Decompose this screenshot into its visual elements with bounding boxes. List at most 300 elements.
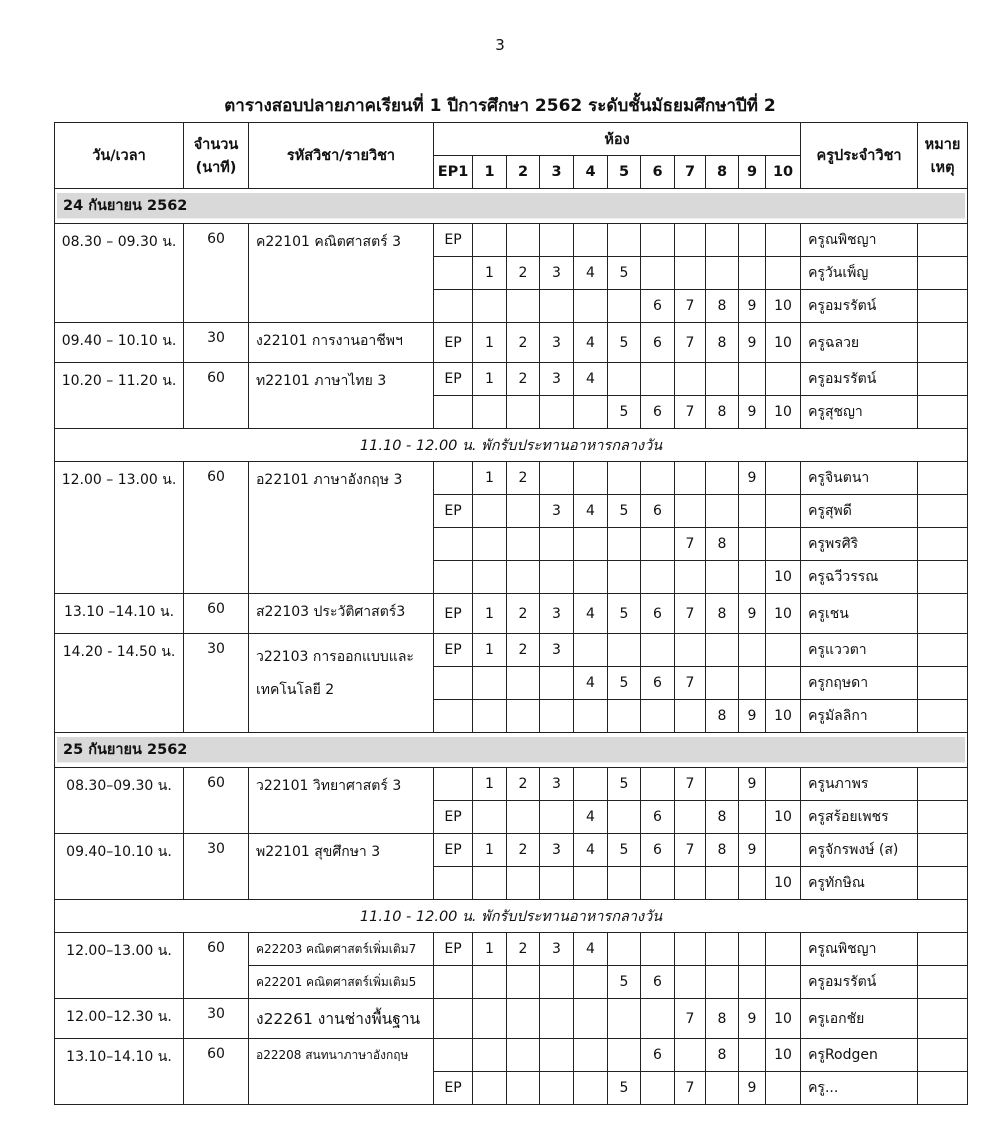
header-duration-line2: (นาที) (195, 159, 237, 176)
subject-cell: ส22103 ประวัติศาสตร์3 (249, 594, 434, 634)
room-cell: 6 (641, 594, 675, 634)
subject-cell: ค22201 คณิตศาสตร์เพิ่มเติม5 (249, 966, 434, 999)
teacher-cell: ครูสุชญา (801, 396, 918, 429)
teacher-cell: ครูฉวีวรรณ (801, 561, 918, 594)
room-cell: 2 (507, 462, 540, 495)
subject-line2: เทคโนโลยี 2 (256, 682, 335, 698)
room-cell (608, 290, 641, 323)
room-cell (706, 634, 739, 667)
room-cell (641, 999, 675, 1039)
room-col-4: 4 (574, 156, 608, 189)
note-cell (918, 700, 968, 733)
room-cell (706, 257, 739, 290)
room-cell (473, 561, 507, 594)
room-cell (540, 561, 574, 594)
note-cell (918, 561, 968, 594)
table-row (55, 323, 968, 363)
date-cell (55, 189, 968, 224)
room-cell (507, 1072, 540, 1105)
room-cell (473, 1072, 507, 1105)
room-cell: 6 (641, 495, 675, 528)
room-cell: 6 (641, 667, 675, 700)
subject-cell: ท22101 ภาษาไทย 3 (249, 363, 434, 429)
note-cell (918, 462, 968, 495)
room-cell: 9 (739, 594, 766, 634)
header-rooms: ห้อง (434, 123, 801, 156)
room-cell (473, 867, 507, 900)
room-cell (766, 1072, 801, 1105)
room-cell (574, 768, 608, 801)
room-cell (434, 966, 473, 999)
room-cell: EP (434, 801, 473, 834)
room-cell: 10 (766, 801, 801, 834)
time-cell: 12.00 – 13.00 น. (55, 462, 184, 594)
room-cell: 9 (739, 290, 766, 323)
room-cell (641, 363, 675, 396)
room-cell: 8 (706, 290, 739, 323)
room-cell: 3 (540, 834, 574, 867)
page-number: 3 (495, 36, 505, 54)
room-cell: 5 (608, 966, 641, 999)
room-cell (706, 224, 739, 257)
subject-cell: ค22203 คณิตศาสตร์เพิ่มเติม7 (249, 933, 434, 966)
teacher-cell: ครูสุพดี (801, 495, 918, 528)
teacher-cell: ครูอมรรัตน์ (801, 966, 918, 999)
room-cell (675, 801, 706, 834)
room-cell: 7 (675, 667, 706, 700)
room-cell (434, 561, 473, 594)
room-cell (507, 396, 540, 429)
note-cell (918, 667, 968, 700)
room-cell (574, 561, 608, 594)
minutes-cell: 30 (184, 834, 249, 900)
room-cell (473, 700, 507, 733)
room-cell: 6 (641, 834, 675, 867)
room-cell: 7 (675, 594, 706, 634)
note-cell (918, 1072, 968, 1105)
teacher-cell: ครูแววตา (801, 634, 918, 667)
room-cell: EP (434, 834, 473, 867)
room-cell (641, 561, 675, 594)
note-cell (918, 257, 968, 290)
room-cell (507, 667, 540, 700)
room-col-2: 2 (507, 156, 540, 189)
room-cell (574, 867, 608, 900)
header-notes-line1: หมาย (924, 136, 961, 153)
room-cell: 1 (473, 594, 507, 634)
room-cell (608, 700, 641, 733)
note-cell (918, 594, 968, 634)
minutes-cell: 60 (184, 462, 249, 594)
room-cell: 9 (739, 768, 766, 801)
room-cell (766, 462, 801, 495)
room-cell (574, 634, 608, 667)
room-cell: 10 (766, 323, 801, 363)
room-cell: 8 (706, 1039, 739, 1072)
date-cell (55, 733, 968, 768)
room-cell: 2 (507, 768, 540, 801)
room-cell (540, 396, 574, 429)
room-cell: 2 (507, 834, 540, 867)
time-cell: 08.30–09.30 น. (55, 768, 184, 834)
room-cell (766, 933, 801, 966)
room-cell: 7 (675, 323, 706, 363)
room-cell (473, 999, 507, 1039)
room-cell: 4 (574, 667, 608, 700)
room-cell: 1 (473, 834, 507, 867)
room-cell: 3 (540, 323, 574, 363)
room-cell (507, 561, 540, 594)
header-day-time: วัน/เวลา (55, 123, 184, 189)
room-cell (473, 290, 507, 323)
room-cell (434, 768, 473, 801)
room-cell: 8 (706, 396, 739, 429)
room-cell: 10 (766, 1039, 801, 1072)
teacher-cell: ครูณพิชญา (801, 224, 918, 257)
room-cell (574, 700, 608, 733)
minutes-cell: 30 (184, 323, 249, 363)
room-cell (739, 801, 766, 834)
room-cell: 10 (766, 396, 801, 429)
room-cell: 3 (540, 768, 574, 801)
room-cell (706, 867, 739, 900)
room-cell: 6 (641, 966, 675, 999)
room-cell (608, 363, 641, 396)
room-cell (574, 396, 608, 429)
room-cell: 3 (540, 257, 574, 290)
date-row (55, 733, 968, 768)
room-cell: 1 (473, 933, 507, 966)
room-cell: 8 (706, 700, 739, 733)
room-cell (766, 834, 801, 867)
header-notes (918, 123, 968, 189)
teacher-cell: ครูอมรรัตน์ (801, 290, 918, 323)
table-header (55, 123, 968, 189)
room-cell (739, 257, 766, 290)
teacher-cell: ครูจักรพงษ์ (ส) (801, 834, 918, 867)
room-col-1: 1 (473, 156, 507, 189)
room-cell (608, 801, 641, 834)
teacher-cell: ครูทักษิณ (801, 867, 918, 900)
room-cell (641, 768, 675, 801)
room-cell (641, 528, 675, 561)
room-cell (608, 1039, 641, 1072)
room-cell: 10 (766, 290, 801, 323)
subject-cell: พ22101 สุขศึกษา 3 (249, 834, 434, 900)
lunch-break-row (55, 429, 968, 462)
room-cell (434, 257, 473, 290)
room-cell (675, 966, 706, 999)
teacher-cell: ครูมัลลิกา (801, 700, 918, 733)
room-cell: 3 (540, 933, 574, 966)
room-cell (507, 700, 540, 733)
teacher-cell: ครูเชน (801, 594, 918, 634)
room-cell (434, 528, 473, 561)
room-cell: 7 (675, 999, 706, 1039)
table-row (55, 634, 968, 667)
table-row (55, 933, 968, 966)
room-cell (473, 667, 507, 700)
room-cell (608, 462, 641, 495)
room-cell (675, 224, 706, 257)
note-cell (918, 290, 968, 323)
table-row (55, 363, 968, 396)
note-cell (918, 867, 968, 900)
room-cell: 9 (739, 834, 766, 867)
room-cell (507, 867, 540, 900)
room-cell (507, 290, 540, 323)
room-cell (766, 224, 801, 257)
room-cell: 5 (608, 396, 641, 429)
room-cell (641, 634, 675, 667)
room-cell: 6 (641, 1039, 675, 1072)
note-cell (918, 966, 968, 999)
header-teacher: ครูประจำวิชา (801, 123, 918, 189)
room-cell: 7 (675, 528, 706, 561)
room-cell (706, 966, 739, 999)
room-cell: EP (434, 634, 473, 667)
room-cell (434, 396, 473, 429)
room-cell: 4 (574, 363, 608, 396)
time-cell: 09.40 – 10.10 น. (55, 323, 184, 363)
room-cell: EP (434, 1072, 473, 1105)
note-cell (918, 768, 968, 801)
room-cell: 10 (766, 561, 801, 594)
table-row (55, 594, 968, 634)
teacher-cell: ครูกฤษดา (801, 667, 918, 700)
room-cell: 8 (706, 834, 739, 867)
room-cell (540, 528, 574, 561)
room-cell: 7 (675, 834, 706, 867)
room-cell (608, 933, 641, 966)
header-duration-line1: จำนวน (193, 136, 239, 153)
room-col-8: 8 (706, 156, 739, 189)
room-cell: 5 (608, 257, 641, 290)
note-cell (918, 933, 968, 966)
teacher-cell: ครูวันเพ็ญ (801, 257, 918, 290)
minutes-cell: 60 (184, 594, 249, 634)
room-cell (608, 999, 641, 1039)
subject-cell: ง22261 งานช่างพื้นฐาน (249, 999, 434, 1039)
note-cell (918, 528, 968, 561)
time-cell: 14.20 - 14.50 น. (55, 634, 184, 733)
time-cell: 13.10 –14.10 น. (55, 594, 184, 634)
table-row (55, 999, 968, 1039)
room-cell: EP (434, 933, 473, 966)
room-cell (766, 257, 801, 290)
room-cell (473, 1039, 507, 1072)
room-cell (507, 224, 540, 257)
room-cell (434, 700, 473, 733)
room-cell (706, 1072, 739, 1105)
room-col-10: 10 (766, 156, 801, 189)
room-cell (641, 867, 675, 900)
room-cell (641, 933, 675, 966)
room-cell: 2 (507, 634, 540, 667)
room-cell (574, 290, 608, 323)
room-cell: 2 (507, 933, 540, 966)
room-cell (739, 495, 766, 528)
room-col-ep1: EP1 (434, 156, 473, 189)
room-cell: 4 (574, 257, 608, 290)
room-cell (574, 528, 608, 561)
note-cell (918, 224, 968, 257)
room-cell (706, 495, 739, 528)
room-cell (473, 966, 507, 999)
room-cell: 4 (574, 594, 608, 634)
room-cell: EP (434, 323, 473, 363)
room-cell (675, 700, 706, 733)
subject-cell: อ22208 สนทนาภาษาอังกฤษ (249, 1039, 434, 1105)
lunch-break-label: 11.10 - 12.00 น. พักรับประทานอาหารกลางวัน (55, 429, 968, 462)
room-cell: 8 (706, 801, 739, 834)
room-cell (706, 933, 739, 966)
room-cell (434, 1039, 473, 1072)
room-cell: 5 (608, 495, 641, 528)
room-cell (434, 290, 473, 323)
time-cell: 08.30 – 09.30 น. (55, 224, 184, 323)
subject-line1: ว22103 การออกแบบและ (256, 649, 414, 665)
note-cell (918, 1039, 968, 1072)
room-cell (540, 462, 574, 495)
teacher-cell: ครู... (801, 1072, 918, 1105)
room-cell (434, 999, 473, 1039)
room-cell (434, 462, 473, 495)
room-cell: EP (434, 495, 473, 528)
note-cell (918, 323, 968, 363)
room-cell (574, 224, 608, 257)
room-cell: 10 (766, 999, 801, 1039)
room-cell: 7 (675, 396, 706, 429)
room-cell (507, 801, 540, 834)
room-col-9: 9 (739, 156, 766, 189)
room-cell (540, 1039, 574, 1072)
subject-cell (249, 634, 434, 733)
room-cell: 3 (540, 495, 574, 528)
room-cell (473, 224, 507, 257)
minutes-cell: 60 (184, 363, 249, 429)
table-row (55, 834, 968, 867)
room-cell: 6 (641, 396, 675, 429)
room-cell (766, 363, 801, 396)
room-cell: 7 (675, 1072, 706, 1105)
lunch-break-row (55, 900, 968, 933)
room-cell: 8 (706, 594, 739, 634)
room-cell: 2 (507, 323, 540, 363)
room-cell (641, 1072, 675, 1105)
room-cell (766, 667, 801, 700)
room-cell: 10 (766, 867, 801, 900)
room-cell (540, 667, 574, 700)
room-cell (641, 700, 675, 733)
room-cell (739, 224, 766, 257)
room-cell (739, 634, 766, 667)
room-cell (540, 1072, 574, 1105)
subject-cell: ค22101 คณิตศาสตร์ 3 (249, 224, 434, 323)
note-cell (918, 396, 968, 429)
subject-cell: ว22101 วิทยาศาสตร์ 3 (249, 768, 434, 834)
room-cell (706, 363, 739, 396)
room-cell: EP (434, 594, 473, 634)
room-cell (608, 561, 641, 594)
table-row (55, 224, 968, 257)
teacher-cell: ครูRodgen (801, 1039, 918, 1072)
teacher-cell: ครูอมรรัตน์ (801, 363, 918, 396)
room-cell (675, 495, 706, 528)
header-notes-line2: เหตุ (930, 159, 955, 176)
room-cell (675, 933, 706, 966)
room-cell: 7 (675, 290, 706, 323)
room-cell: 3 (540, 594, 574, 634)
room-cell: 5 (608, 1072, 641, 1105)
room-cell: EP (434, 224, 473, 257)
subject-cell: ง22101 การงานอาชีพฯ (249, 323, 434, 363)
room-cell: 8 (706, 528, 739, 561)
time-cell: 12.00–13.00 น. (55, 933, 184, 999)
room-cell (540, 700, 574, 733)
room-cell (739, 528, 766, 561)
room-cell (507, 1039, 540, 1072)
room-cell (739, 561, 766, 594)
table-body (55, 189, 968, 1105)
date-label: 24 กันยายน 2562 (57, 193, 965, 219)
room-cell: 4 (574, 933, 608, 966)
room-col-7: 7 (675, 156, 706, 189)
document-title: ตารางสอบปลายภาคเรียนที่ 1 ปีการศึกษา 2562 ระดับชั้นมัธยมศึกษาปีที่ 2 (224, 96, 776, 116)
room-cell (766, 966, 801, 999)
room-cell: 6 (641, 801, 675, 834)
room-cell (739, 363, 766, 396)
room-cell (766, 528, 801, 561)
lunch-break-label: 11.10 - 12.00 น. พักรับประทานอาหารกลางวัน (55, 900, 968, 933)
room-col-6: 6 (641, 156, 675, 189)
room-cell: 1 (473, 768, 507, 801)
room-cell (739, 667, 766, 700)
room-cell: EP (434, 363, 473, 396)
room-cell (574, 999, 608, 1039)
room-cell: 1 (473, 634, 507, 667)
minutes-cell: 60 (184, 933, 249, 999)
teacher-cell: ครูนภาพร (801, 768, 918, 801)
header-duration (184, 123, 249, 189)
teacher-cell: ครูพรศิริ (801, 528, 918, 561)
room-cell (608, 528, 641, 561)
note-cell (918, 634, 968, 667)
room-cell: 2 (507, 594, 540, 634)
room-cell (507, 966, 540, 999)
room-cell (608, 867, 641, 900)
room-cell: 4 (574, 495, 608, 528)
room-cell (641, 257, 675, 290)
room-cell (540, 999, 574, 1039)
room-cell (675, 634, 706, 667)
room-cell: 8 (706, 323, 739, 363)
time-cell: 10.20 – 11.20 น. (55, 363, 184, 429)
room-cell (641, 224, 675, 257)
room-cell (766, 768, 801, 801)
minutes-cell: 30 (184, 634, 249, 733)
room-cell (739, 867, 766, 900)
room-cell: 1 (473, 257, 507, 290)
room-cell: 4 (574, 834, 608, 867)
room-col-5: 5 (608, 156, 641, 189)
minutes-cell: 60 (184, 768, 249, 834)
room-cell: 5 (608, 667, 641, 700)
time-cell: 12.00–12.30 น. (55, 999, 184, 1039)
note-cell (918, 999, 968, 1039)
room-cell (507, 999, 540, 1039)
room-cell: 1 (473, 462, 507, 495)
